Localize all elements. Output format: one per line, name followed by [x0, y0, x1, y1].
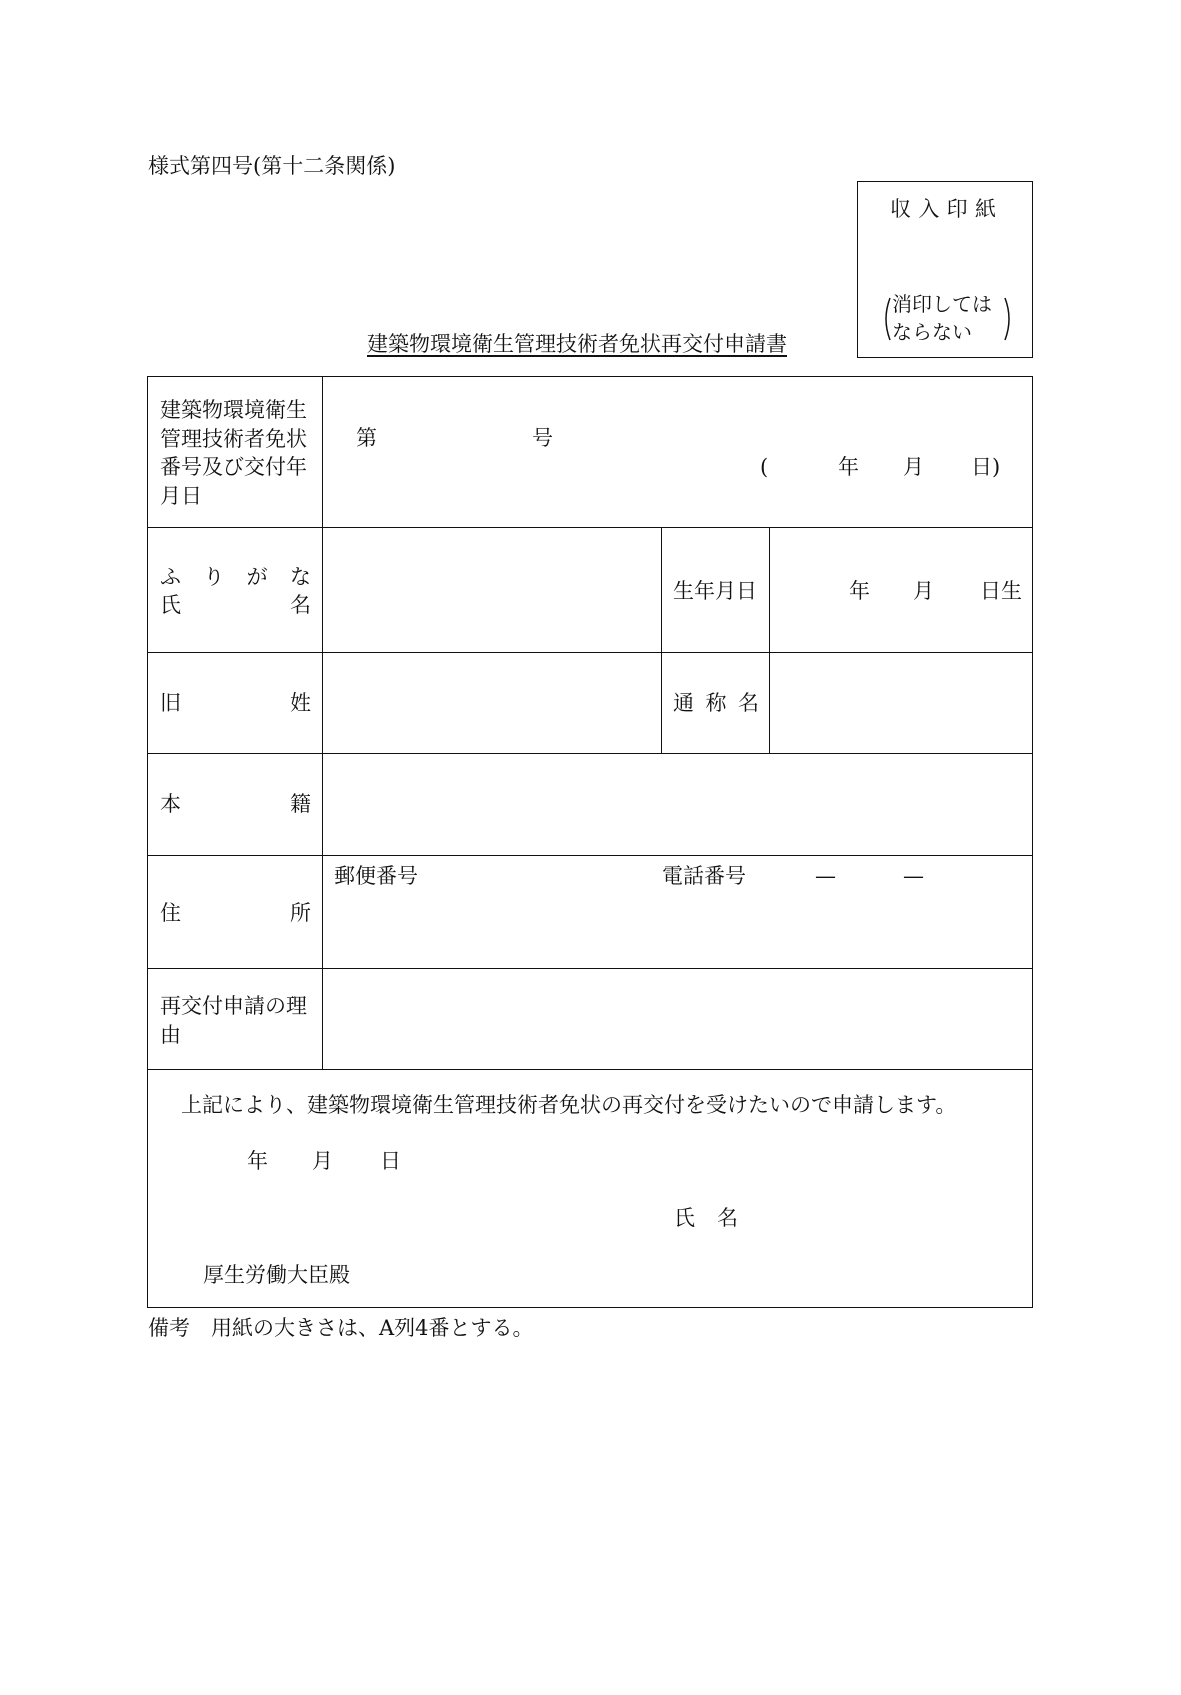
reason-label-line: 再交付申請の理 — [160, 994, 307, 1018]
name-label: 氏 名 — [160, 593, 311, 617]
label-column-divider — [322, 376, 323, 1069]
license-label-line: 月日 — [160, 484, 202, 508]
old-surname-label: 旧 姓 — [160, 691, 311, 715]
stamp-note-left-paren — [880, 297, 892, 341]
stamp-note-right-paren — [1003, 297, 1015, 341]
declaration-month: 月 — [312, 1149, 333, 1173]
license-date-day: 日) — [971, 455, 1001, 479]
license-date-paren: ( — [760, 455, 769, 479]
declaration-day: 日 — [380, 1149, 401, 1173]
license-dai: 第 — [356, 426, 377, 450]
phone-dash: — — [815, 864, 836, 888]
declaration-year: 年 — [247, 1149, 268, 1173]
address-label: 住 所 — [160, 901, 311, 925]
application-form-table — [147, 376, 1033, 1308]
stamp-title: 収 入 印 紙 — [890, 197, 996, 221]
domicile-label: 本 籍 — [160, 792, 311, 816]
license-go: 号 — [532, 426, 553, 450]
license-label-line: 番号及び交付年 — [160, 455, 307, 479]
page-title: 建築物環境衛生管理技術者免状再交付申請書 — [367, 332, 787, 356]
addressee: 厚生労働大臣殿 — [203, 1263, 350, 1287]
birth-date-label: 生年月日 — [673, 579, 757, 603]
column-divider — [661, 527, 662, 753]
row-divider — [147, 968, 1033, 969]
license-date-year: 年 — [838, 455, 859, 479]
phone-dash: — — [903, 864, 924, 888]
row-divider — [147, 855, 1033, 856]
license-date-month: 月 — [903, 455, 924, 479]
phone-number-label: 電話番号 — [662, 864, 746, 888]
declaration-text: 上記により、建築物環境衛生管理技術者免状の再交付を受けたいので申請します。 — [181, 1093, 957, 1117]
remarks: 備考 用紙の大きさは、A列4番とする。 — [148, 1316, 534, 1340]
reason-label-line: 由 — [160, 1023, 181, 1047]
revenue-stamp-box — [857, 181, 1033, 358]
postal-code-label: 郵便番号 — [334, 864, 418, 888]
license-label-line: 管理技術者免状 — [160, 427, 307, 451]
row-divider — [147, 652, 1033, 653]
stamp-note-line1: 消印しては — [892, 292, 992, 316]
birth-day: 日生 — [980, 579, 1022, 603]
alias-label: 通 称 名 — [673, 691, 759, 715]
signer-name-label: 氏 名 — [674, 1206, 738, 1230]
row-divider — [147, 753, 1033, 754]
license-label-line: 建築物環境衛生 — [160, 398, 307, 422]
row-divider — [147, 527, 1033, 528]
stamp-note-line2: ならない — [892, 320, 972, 344]
column-divider — [769, 527, 770, 753]
row-divider — [147, 1069, 1033, 1070]
birth-month: 月 — [913, 579, 934, 603]
furigana-label: ふ り が な — [160, 565, 311, 589]
birth-year: 年 — [849, 579, 870, 603]
form-number: 様式第四号(第十二条関係) — [148, 154, 396, 178]
